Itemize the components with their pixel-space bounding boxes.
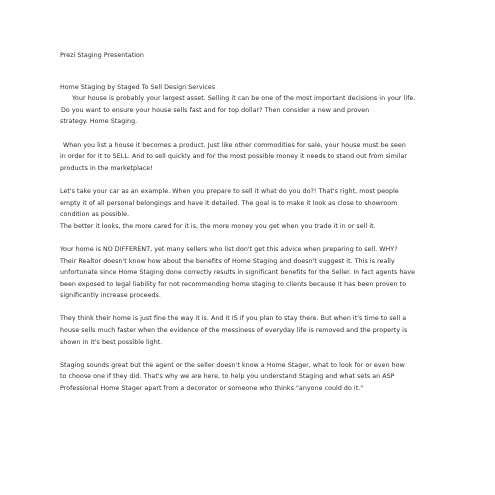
paragraph-line: Your house is probably your largest asset. Selling it can be one of the most important decisions in your life. <box>72 95 416 103</box>
paragraph-3 <box>60 186 435 232</box>
paragraph-line: house sells much faster when the evidence of the messiness of everyday life is removed and the property is <box>60 327 408 335</box>
paragraph-line: They think their home is just fine the way it is. And it IS if you plan to stay there. But when it's time to sell a <box>60 315 407 323</box>
paragraph-line: Your home is NO DIFFERENT, yet many sellers who list don't get this advice when preparing to sell. WHY? <box>60 245 398 253</box>
document-title: Prezi Staging Presentation <box>60 52 144 59</box>
paragraph-line: Do you want to ensure your house sells fast and for top dollar? Then consider a new and proven <box>61 106 370 114</box>
paragraph-line: shown in it's best possible light. <box>60 338 163 346</box>
paragraph-2 <box>60 140 435 175</box>
paragraph-5 <box>60 313 435 348</box>
paragraph-line: in order for it to SELL. And to sell quickly and for the most possible money it needs to stand out from similar <box>60 153 408 161</box>
paragraph-line: Professional Home Stager apart from a decorator or someone who thinks "anyone could do it." <box>60 385 364 393</box>
paragraph-line: to choose one if they did. That's why we are here, to help you understand Staging and what sets an ASP <box>60 373 395 381</box>
paragraph-line: Their Realtor doesn't know how about the benefits of Home Staging and doesn't suggest it. This is really <box>60 257 395 265</box>
paragraph-4 <box>60 244 435 302</box>
paragraph-line: empty it of all personal belongings and have it detailed. The goal is to make it look as close to showroom <box>60 199 398 207</box>
paragraph-line: products in the marketplace! <box>60 164 153 172</box>
paragraph-line: significantly increase proceeds. <box>60 292 161 300</box>
paragraph-line: Staging sounds great but the agent or the seller doesn't know a Home Stager, what to look for or even how <box>60 361 405 369</box>
paragraph-line: condition as possible. <box>60 211 130 219</box>
paragraph-line: strategy. Home Staging. <box>60 118 138 126</box>
paragraph-line: unfortunate since Home Staging done correctly results in significant benefits for the Seller. In fact agents have <box>60 269 416 277</box>
document-subtitle: Home Staging by Staged To Sell Design Services <box>60 83 216 91</box>
paragraph-line: The better it looks, the more cared for it is, the more money you get when you trade it in or sell it. <box>60 222 376 230</box>
paragraph-line: Let's take your car as an example. When you prepare to sell it what do you do?! That's right, most people <box>60 187 399 195</box>
paragraph-line: been exposed to legal liability for not recommending home staging to clients because it has been proven to <box>60 280 407 288</box>
paragraph-1 <box>60 93 435 128</box>
paragraph-line: When you list a house it becomes a product. Just like other commodities for sale, your house must be seen <box>63 141 406 149</box>
paragraph-6 <box>60 360 435 395</box>
